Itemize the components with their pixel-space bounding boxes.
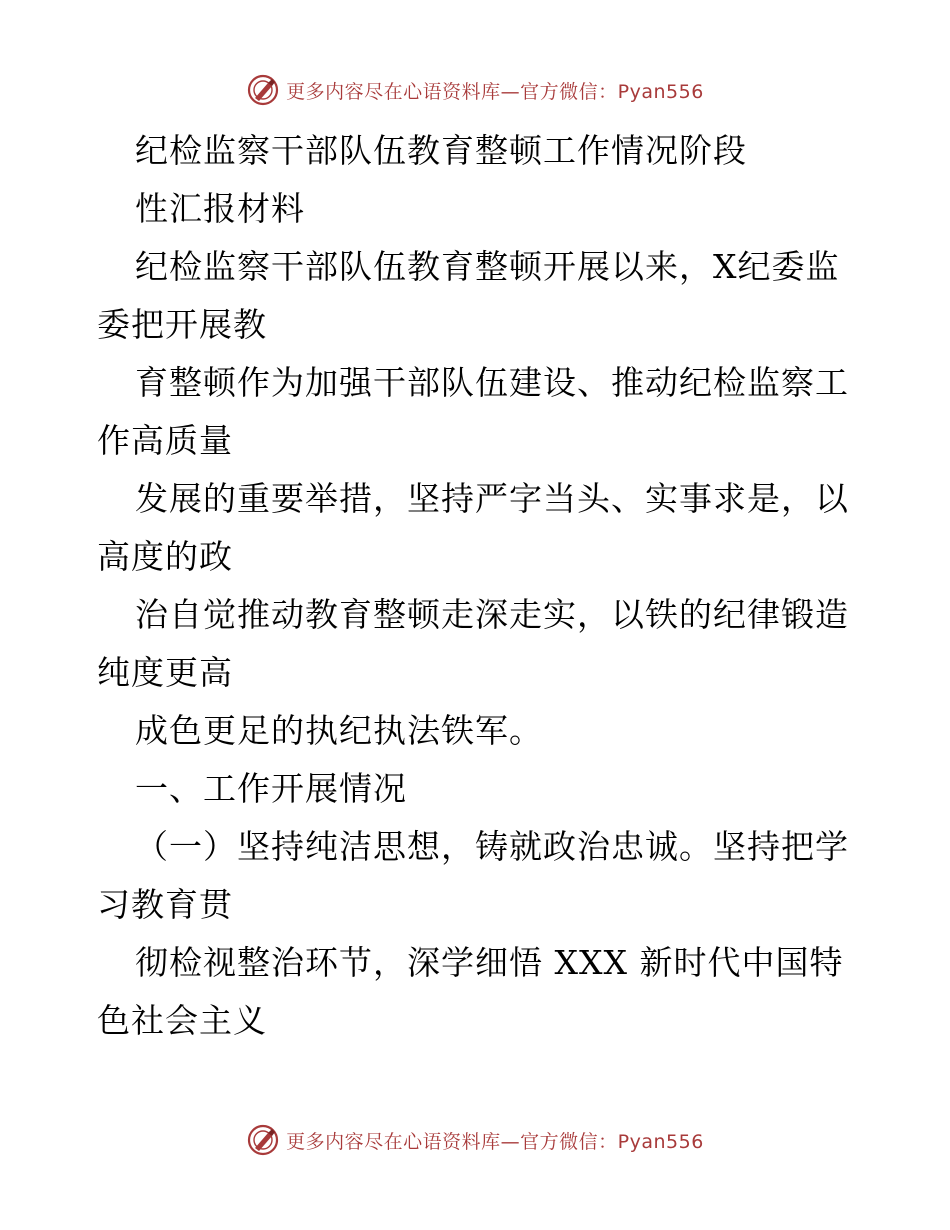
paragraph-line: 作高质量 xyxy=(97,421,233,460)
pen-nib-logo-icon xyxy=(246,73,280,107)
header-watermark-text: 更多内容尽在心语资料库—官方微信：Pyan556 xyxy=(286,80,704,103)
paragraph-line: 色社会主义 xyxy=(97,1001,267,1040)
header-watermark-banner xyxy=(0,70,950,110)
footer-watermark-banner xyxy=(0,1120,950,1160)
subsection-line: （一）坚持纯洁思想，铸就政治忠诚。坚持把学 xyxy=(135,827,849,866)
document-title-line-1: 纪检监察干部队伍教育整顿工作情况阶段 xyxy=(135,131,747,170)
paragraph-line: 纯度更高 xyxy=(97,653,233,692)
paragraph-line: 彻检视整治环节，深学细悟 XXX 新时代中国特 xyxy=(135,943,844,982)
paragraph-line: 习教育贯 xyxy=(97,885,233,924)
paragraph-line: 育整顿作为加强干部队伍建设、推动纪检监察工 xyxy=(135,363,849,402)
header-watermark-group xyxy=(246,73,704,107)
footer-watermark-text: 更多内容尽在心语资料库—官方微信：Pyan556 xyxy=(286,1130,704,1153)
section-heading: 一、工作开展情况 xyxy=(135,769,407,808)
paragraph-line: 治自觉推动教育整顿走深走实，以铁的纪律锻造 xyxy=(135,595,849,634)
paragraph-line: 高度的政 xyxy=(97,537,233,576)
footer-watermark-group xyxy=(246,1123,704,1157)
document-title-line-2: 性汇报材料 xyxy=(135,189,305,228)
paragraph-line: 纪检监察干部队伍教育整顿开展以来，X纪委监 xyxy=(135,247,840,286)
document-body xyxy=(97,122,857,1050)
pen-nib-logo-icon xyxy=(246,1123,280,1157)
paragraph-line: 成色更足的执纪执法铁军。 xyxy=(135,711,543,750)
paragraph-line: 发展的重要举措，坚持严字当头、实事求是，以 xyxy=(135,479,849,518)
paragraph-line: 委把开展教 xyxy=(97,305,267,344)
